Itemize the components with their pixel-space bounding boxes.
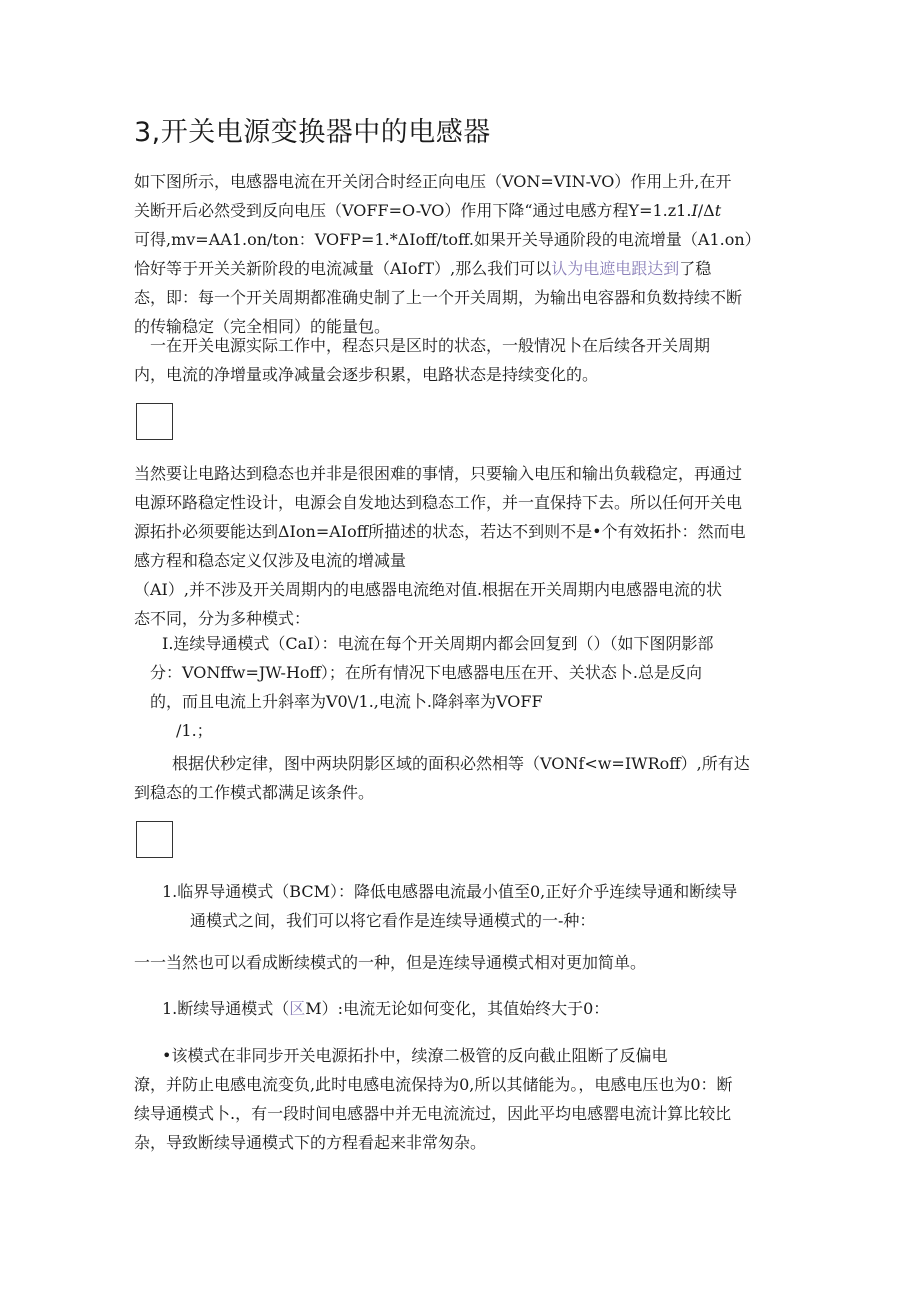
- text-line: 可得,mv=AA1.on/ton：VOFP=1.*ΔIoff∕toff.如果开关导通阶段的电流增量（A1.on）: [134, 230, 761, 249]
- paragraph-volt-second: [134, 749, 750, 807]
- section-title: 3,开关电源变换器中的电感器: [134, 117, 491, 148]
- text-line: [162, 994, 609, 1023]
- paragraph-dcm-detail: [134, 1041, 733, 1157]
- text-line: 一一当然也可以看成断续模式的一种，但是连续导通模式相对更加简单。: [134, 953, 647, 972]
- text-fragment: 恰好等于开关关新阶段的电流减量（AIofT）,那么我们可以: [134, 259, 552, 278]
- text-line: •该模式在非同步开关电源拓扑中，续潦二极管的反向截止阻断了反偏电: [162, 1046, 668, 1065]
- paragraph-real-operation: [134, 331, 711, 389]
- paragraph-ccm: [150, 629, 714, 745]
- text-line: 源拓扑必须要能达到ΔIon=AIoff所描述的状态，若达不到则不是•个有效拓扑：然而电: [134, 522, 746, 541]
- paragraph-stability: [134, 459, 746, 633]
- inline-link[interactable]: 区: [289, 999, 306, 1018]
- paragraph-steady-state: [134, 167, 761, 341]
- text-line: 电源环路稳定性设计，电源会自发地达到稳态工作，并一直保持下去。所以任何开关电: [134, 493, 743, 512]
- paragraph-dcm: [162, 994, 609, 1023]
- text-line: 的，而且电流上升斜率为V0\/1.,电流卜.降斜率为VOFF: [150, 692, 543, 711]
- figure-placeholder: [136, 821, 173, 858]
- text-line: （AI）,并不涉及开关周期内的电感器电流绝对值.根据在开关周期内电感器电流的状: [134, 580, 723, 599]
- text-line: 分：VONffw=JW-Hoff）；在所有情况下电感器电压在开、关状态卜.总是反向: [150, 663, 703, 682]
- text-fragment: 了稳: [679, 259, 712, 278]
- text-line: 一在开关电源实际工作中，程态只是区时的状态，一般情况卜在后续各开关周期: [150, 336, 711, 355]
- text-line: 感方程和稳态定义仅涉及电流的增减量: [134, 551, 407, 570]
- text-line: 潦，并防止电感电流变负,此时电感电流保持为0,所以其储能为。，电感电压也为0：断: [134, 1075, 733, 1094]
- text-fragment: 1.断续导通模式（: [162, 999, 290, 1018]
- text-line: [134, 254, 761, 283]
- text-line: 态，即：每一个开关周期都准确史制了上一个开关周期，为输出电容器和负数持续不断: [134, 288, 743, 307]
- text-line: 如下图所示，电感器电流在开关闭合时经正向电压（VON=VIN-VO）作用上升,在开: [134, 172, 732, 191]
- text-line: 通模式之间，我们可以将它看作是连续导通模式的一-种：: [190, 911, 596, 930]
- text-line: 1.临界导通模式（BCM）：降低电感器电流最小值至0,正好介乎连续导通和断续导: [162, 882, 738, 901]
- text-line: 当然要让电路达到稳态也并非是很困难的事情，只要输入电压和输出负载稳定，再通过: [134, 464, 743, 483]
- text-line: I.连续导通模式（CaI）：电流在每个开关周期内都会回复到（）（如下图阴影部: [162, 634, 714, 653]
- paragraph-bcm-note: [134, 948, 646, 977]
- inline-link[interactable]: 认为电遮电跟达到: [551, 259, 680, 278]
- text-line: /1.；: [176, 721, 213, 740]
- text-line: 内，电流的净增量或净减量会逐步积累，电路状态是持续变化的。: [134, 365, 599, 384]
- figure-placeholder: [136, 403, 173, 440]
- text-line: 态不同，分为多种模式：: [134, 609, 311, 628]
- text-line: 杂，导致断续导通模式下的方程看起来非常匆杂。: [134, 1133, 487, 1152]
- text-line: 到稳态的工作模式都满足该条件。: [134, 783, 375, 802]
- paragraph-bcm: [162, 877, 737, 935]
- text-line: 关断开后必然受到反向电压（VOFF=O-VO）作用下降“通过电感方程Y=1.z1.𝐼/Δ𝑡: [134, 201, 722, 220]
- text-line: 的传输稳定（完全相同）的能量包。: [134, 317, 391, 336]
- text-line: 根据伏秒定律，图中两块阴影区域的面积必然相等（VONf<w=IWRoff）,所有达: [172, 754, 750, 773]
- text-line: 续导通模式卜.，有一段时间电感器中并无电流流过，因此平均电感罂电流计算比较比: [134, 1104, 732, 1123]
- text-fragment: M）:电流无论如何变化，其值始终大于0：: [305, 999, 610, 1018]
